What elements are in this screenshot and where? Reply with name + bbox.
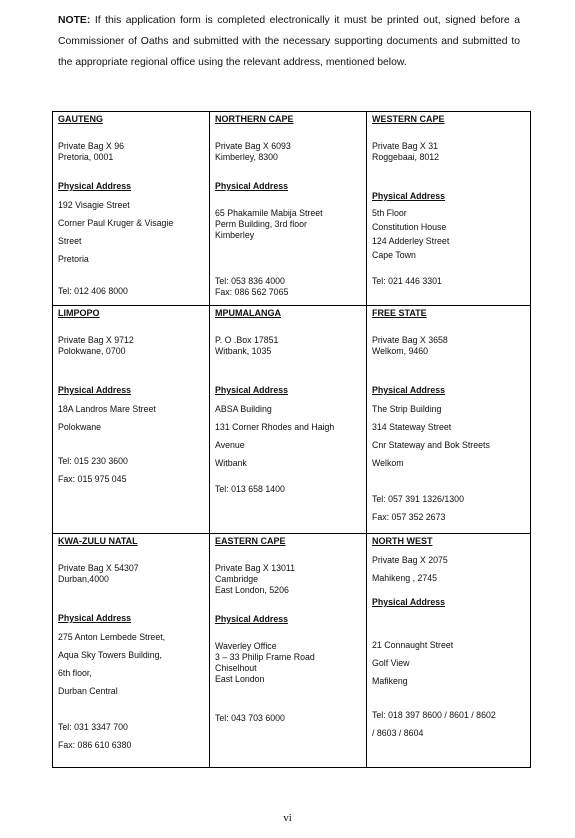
address-line: Constitution House bbox=[372, 222, 447, 232]
table-row bbox=[53, 112, 531, 306]
fax-line: Fax: 086 562 7065 bbox=[215, 287, 289, 297]
address-line: 131 Corner Rhodes and Haigh bbox=[215, 422, 335, 432]
physical-address-heading: Physical Address bbox=[58, 613, 132, 623]
region-name: FREE STATE bbox=[372, 308, 427, 318]
region-name: NORTH WEST bbox=[372, 536, 433, 546]
address-line: Cnr Stateway and Bok Streets bbox=[372, 440, 490, 450]
postal-line: Mahikeng , 2745 bbox=[372, 573, 438, 583]
postal-line: Private Bag X 54307 bbox=[58, 563, 139, 573]
postal-line: Private Bag X 31 bbox=[372, 141, 439, 151]
address-line: Durban Central bbox=[58, 686, 118, 696]
table-row bbox=[53, 534, 531, 768]
region-name: NORTHERN CAPE bbox=[215, 114, 294, 124]
region-name: MPUMALANGA bbox=[215, 308, 281, 318]
physical-address-heading: Physical Address bbox=[372, 385, 446, 395]
postal-line: P. O .Box 17851 bbox=[215, 335, 279, 345]
tel-line: Tel: 057 391 1326/1300 bbox=[372, 494, 464, 504]
address-line: Golf View bbox=[372, 658, 410, 668]
address-line: 6th floor, bbox=[58, 668, 92, 678]
table-row bbox=[53, 306, 531, 534]
postal-line: Private Bag X 3658 bbox=[372, 335, 448, 345]
physical-address-heading: Physical Address bbox=[58, 385, 132, 395]
tel-line-continued: / 8603 / 8604 bbox=[372, 728, 424, 738]
postal-line: Durban,4000 bbox=[58, 574, 109, 584]
address-line: Mafikeng bbox=[372, 676, 408, 686]
physical-address-heading: Physical Address bbox=[58, 181, 132, 191]
postal-line: Private Bag X 2075 bbox=[372, 555, 448, 565]
tel-line: Tel: 012 406 8000 bbox=[58, 286, 128, 296]
address-line: East London bbox=[215, 674, 265, 684]
address-line: 21 Connaught Street bbox=[372, 640, 454, 650]
office-cell-free-state bbox=[367, 306, 531, 534]
address-line: Street bbox=[58, 236, 82, 246]
region-name: WESTERN CAPE bbox=[372, 114, 445, 124]
postal-line: Witbank, 1035 bbox=[215, 346, 272, 356]
address-line: 124 Adderley Street bbox=[372, 236, 450, 246]
postal-line: Pretoria, 0001 bbox=[58, 152, 114, 162]
office-cell-western-cape bbox=[367, 112, 531, 306]
tel-line: Tel: 053 836 4000 bbox=[215, 276, 285, 286]
region-name: LIMPOPO bbox=[58, 308, 100, 318]
address-line: Welkom bbox=[372, 458, 404, 468]
physical-address-heading: Physical Address bbox=[215, 181, 289, 191]
address-line: Perm Building, 3rd floor bbox=[215, 219, 307, 229]
address-line: Cape Town bbox=[372, 250, 416, 260]
instruction-note bbox=[58, 10, 520, 73]
address-line: 3 – 33 Philip Frame Road bbox=[215, 652, 315, 662]
address-line: 314 Stateway Street bbox=[372, 422, 452, 432]
office-cell-limpopo bbox=[53, 306, 210, 534]
postal-line: Roggebaai, 8012 bbox=[372, 152, 440, 162]
address-line: Avenue bbox=[215, 440, 245, 450]
fax-line: Fax: 057 352 2673 bbox=[372, 512, 446, 522]
address-line: Kimberley bbox=[215, 230, 255, 240]
note-text: If this application form is completed electronically it must be printed out, signed before a Commissioner of Oaths and submitted with the necessary supporting documents and submitted to the appropriate regional office using the relevant address, mentioned below. bbox=[58, 15, 520, 68]
office-cell-northern-cape bbox=[210, 112, 367, 306]
address-line: Corner Paul Kruger & Visagie bbox=[58, 218, 174, 228]
postal-line: Private Bag X 96 bbox=[58, 141, 125, 151]
address-line: 192 Visagie Street bbox=[58, 200, 130, 210]
address-line: The Strip Building bbox=[372, 404, 442, 414]
region-name: KWA-ZULU NATAL bbox=[58, 536, 138, 546]
postal-line: Cambridge bbox=[215, 574, 259, 584]
region-name: GAUTENG bbox=[58, 114, 103, 124]
fax-line: Fax: 015 975 045 bbox=[58, 474, 127, 484]
address-line: Aqua Sky Towers Building, bbox=[58, 650, 162, 660]
tel-line: Tel: 031 3347 700 bbox=[58, 722, 128, 732]
office-cell-mpumalanga bbox=[210, 306, 367, 534]
page-number: vi bbox=[283, 812, 292, 824]
address-line: 65 Phakamile Mabija Street bbox=[215, 208, 323, 218]
office-cell-north-west bbox=[367, 534, 531, 768]
physical-address-heading: Physical Address bbox=[215, 385, 289, 395]
postal-line: Kimberley, 8300 bbox=[215, 152, 278, 162]
fax-line: Fax: 086 610 6380 bbox=[58, 740, 132, 750]
address-line: 18A Landros Mare Street bbox=[58, 404, 156, 414]
tel-line: Tel: 021 446 3301 bbox=[372, 276, 442, 286]
physical-address-heading: Physical Address bbox=[372, 191, 446, 201]
note-label: NOTE: bbox=[58, 15, 91, 26]
postal-line: Welkom, 9460 bbox=[372, 346, 429, 356]
postal-line: Private Bag X 9712 bbox=[58, 335, 134, 345]
postal-line: Private Bag X 6093 bbox=[215, 141, 291, 151]
office-cell-kwazulu-natal bbox=[53, 534, 210, 768]
address-line: 5th Floor bbox=[372, 208, 407, 218]
tel-line: Tel: 015 230 3600 bbox=[58, 456, 128, 466]
postal-line: East London, 5206 bbox=[215, 585, 289, 595]
office-cell-eastern-cape bbox=[210, 534, 367, 768]
address-line: Waverley Office bbox=[215, 641, 277, 651]
tel-line: Tel: 018 397 8600 / 8601 / 8602 bbox=[372, 710, 496, 720]
regional-offices-table bbox=[52, 111, 531, 768]
address-line: 275 Anton Lembede Street, bbox=[58, 632, 166, 642]
postal-line: Polokwane, 0700 bbox=[58, 346, 126, 356]
address-line: Witbank bbox=[215, 458, 247, 468]
tel-line: Tel: 043 703 6000 bbox=[215, 713, 285, 723]
region-name: EASTERN CAPE bbox=[215, 536, 286, 546]
physical-address-heading: Physical Address bbox=[372, 597, 446, 607]
address-line: Chiselhout bbox=[215, 663, 257, 673]
physical-address-heading: Physical Address bbox=[215, 614, 289, 624]
office-cell-gauteng bbox=[53, 112, 210, 306]
address-line: Pretoria bbox=[58, 254, 89, 264]
address-line: Polokwane bbox=[58, 422, 102, 432]
tel-line: Tel: 013 658 1400 bbox=[215, 484, 285, 494]
address-line: ABSA Building bbox=[215, 404, 272, 414]
postal-line: Private Bag X 13011 bbox=[215, 563, 296, 573]
